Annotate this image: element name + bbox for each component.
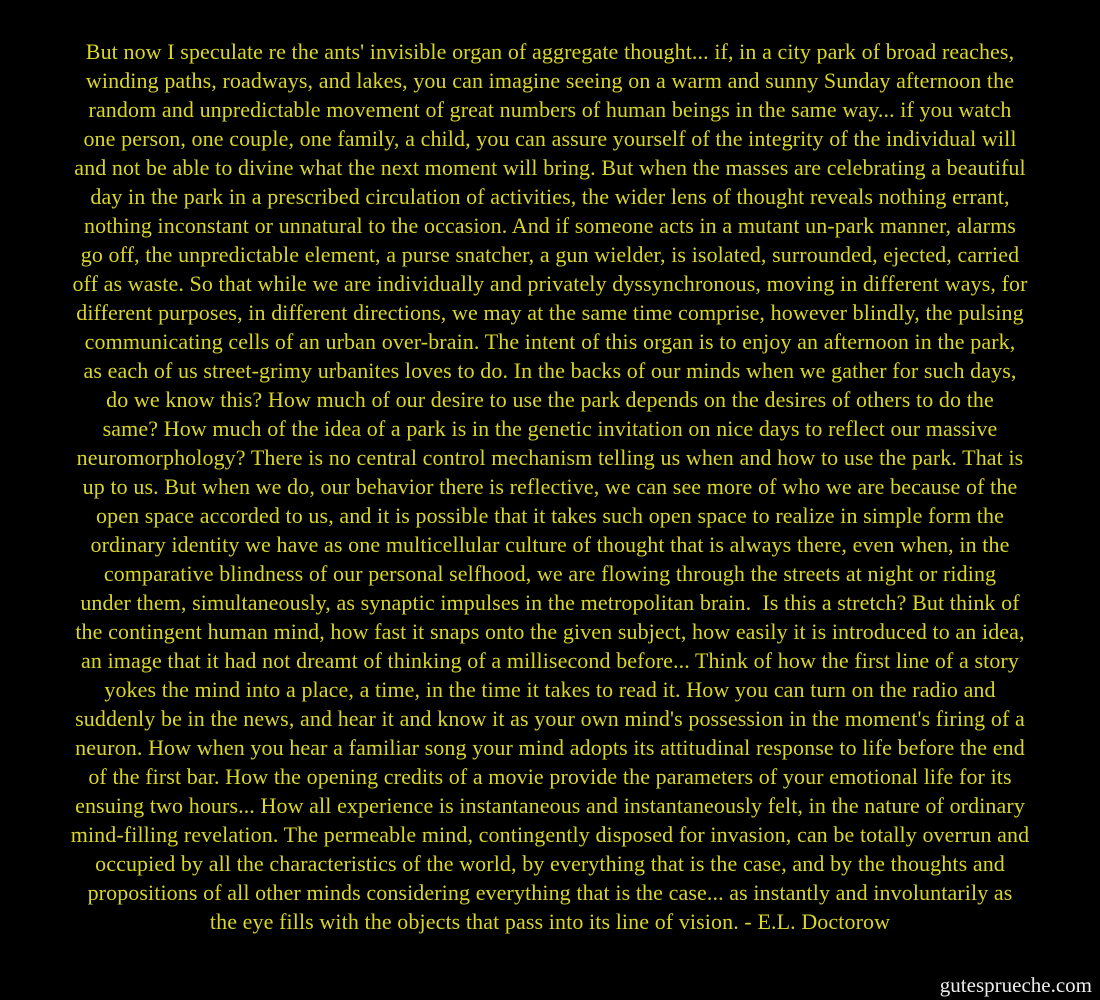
quote-line: yokes the mind into a place, a time, in the time it takes to read it. How you can turn on the radio and: [104, 677, 996, 702]
quote-line: propositions of all other minds considering everything that is the case... as instantly and involuntarily as: [87, 880, 1013, 905]
quote-line: occupied by all the characteristics of the world, by everything that is the case, and by the thoughts and: [95, 851, 1005, 876]
quote-line: off as waste. So that while we are individually and privately dyssynchronous, moving in different ways, for: [72, 271, 1028, 296]
quote-line: ensuing two hours... How all experience is instantaneous and instantaneously felt, in the nature of ordinary: [75, 793, 1025, 818]
quote-line: suddenly be in the news, and hear it and know it as your own mind's possession in the moment's firing of a: [75, 706, 1025, 731]
quote-line: the eye fills with the objects that pass into its line of vision. - E.L. Doctorow: [209, 909, 891, 934]
quote-line: one person, one couple, one family, a child, you can assure yourself of the integrity of the individual will: [83, 126, 1017, 151]
quote-line: of the first bar. How the opening credits of a movie provide the parameters of your emotional life for its: [88, 764, 1012, 789]
quote-line: random and unpredictable movement of great numbers of human beings in the same way... if you watch: [88, 97, 1012, 122]
quote-line: neuromorphology? There is no central control mechanism telling us when and how to use the park. That is: [76, 445, 1024, 470]
quote-line: mind-filling revelation. The permeable mind, contingently disposed for invasion, can be totally overrun and: [70, 822, 1030, 847]
quote-line: under them, simultaneously, as synaptic impulses in the metropolitan brain. Is this a stretch? But think of: [80, 590, 1020, 615]
quote-line: the contingent human mind, how fast it snaps onto the given subject, how easily it is introduced to an idea,: [75, 619, 1025, 644]
quote-line: neuron. How when you hear a familiar song your mind adopts its attitudinal response to life before the end: [75, 735, 1025, 760]
quote-line: But now I speculate re the ants' invisible organ of aggregate thought... if, in a city park of broad reaches,: [85, 39, 1015, 64]
quote-line: open space accorded to us, and it is possible that it takes such open space to realize in simple form the: [96, 503, 1004, 528]
quote-line: go off, the unpredictable element, a purse snatcher, a gun wielder, is isolated, surrounded, ejected, carried: [80, 242, 1020, 267]
quote-line: winding paths, roadways, and lakes, you can imagine seeing on a warm and sunny Sunday afternoon the: [85, 68, 1015, 93]
quote-line: up to us. But when we do, our behavior there is reflective, we can see more of who we are because of the: [82, 474, 1018, 499]
watermark-site-name: gutesprueche.com: [939, 973, 1092, 997]
quote-line: communicating cells of an urban over-brain. The intent of this organ is to enjoy an afternoon in the park,: [84, 329, 1016, 354]
quote-line: ordinary identity we have as one multicellular culture of thought that is always there, even when, in the: [90, 532, 1010, 557]
quote-line: and not be able to divine what the next moment will bring. But when the masses are celebrating a beautiful: [74, 155, 1026, 180]
quote-line: comparative blindness of our personal selfhood, we are flowing through the streets at night or riding: [103, 561, 997, 586]
quote-line: do we know this? How much of our desire to use the park depends on the desires of others to do the: [106, 387, 994, 412]
quote-line: nothing inconstant or unnatural to the occasion. And if someone acts in a mutant un-park manner, alarms: [84, 213, 1016, 238]
quote-line: day in the park in a prescribed circulation of activities, the wider lens of thought reveals nothing errant,: [90, 184, 1010, 209]
quote-line: an image that it had not dreamt of thinking of a millisecond before... Think of how the first line of a story: [81, 648, 1019, 673]
quote-line: different purposes, in different directions, we may at the same time comprise, however blindly, the pulsing: [76, 300, 1024, 325]
quote-line: same? How much of the idea of a park is in the genetic invitation on nice days to reflect our massive: [102, 416, 998, 441]
quote-line: as each of us street-grimy urbanites loves to do. In the backs of our minds when we gather for such days,: [83, 358, 1017, 383]
quote-text: [0, 37, 1100, 936]
